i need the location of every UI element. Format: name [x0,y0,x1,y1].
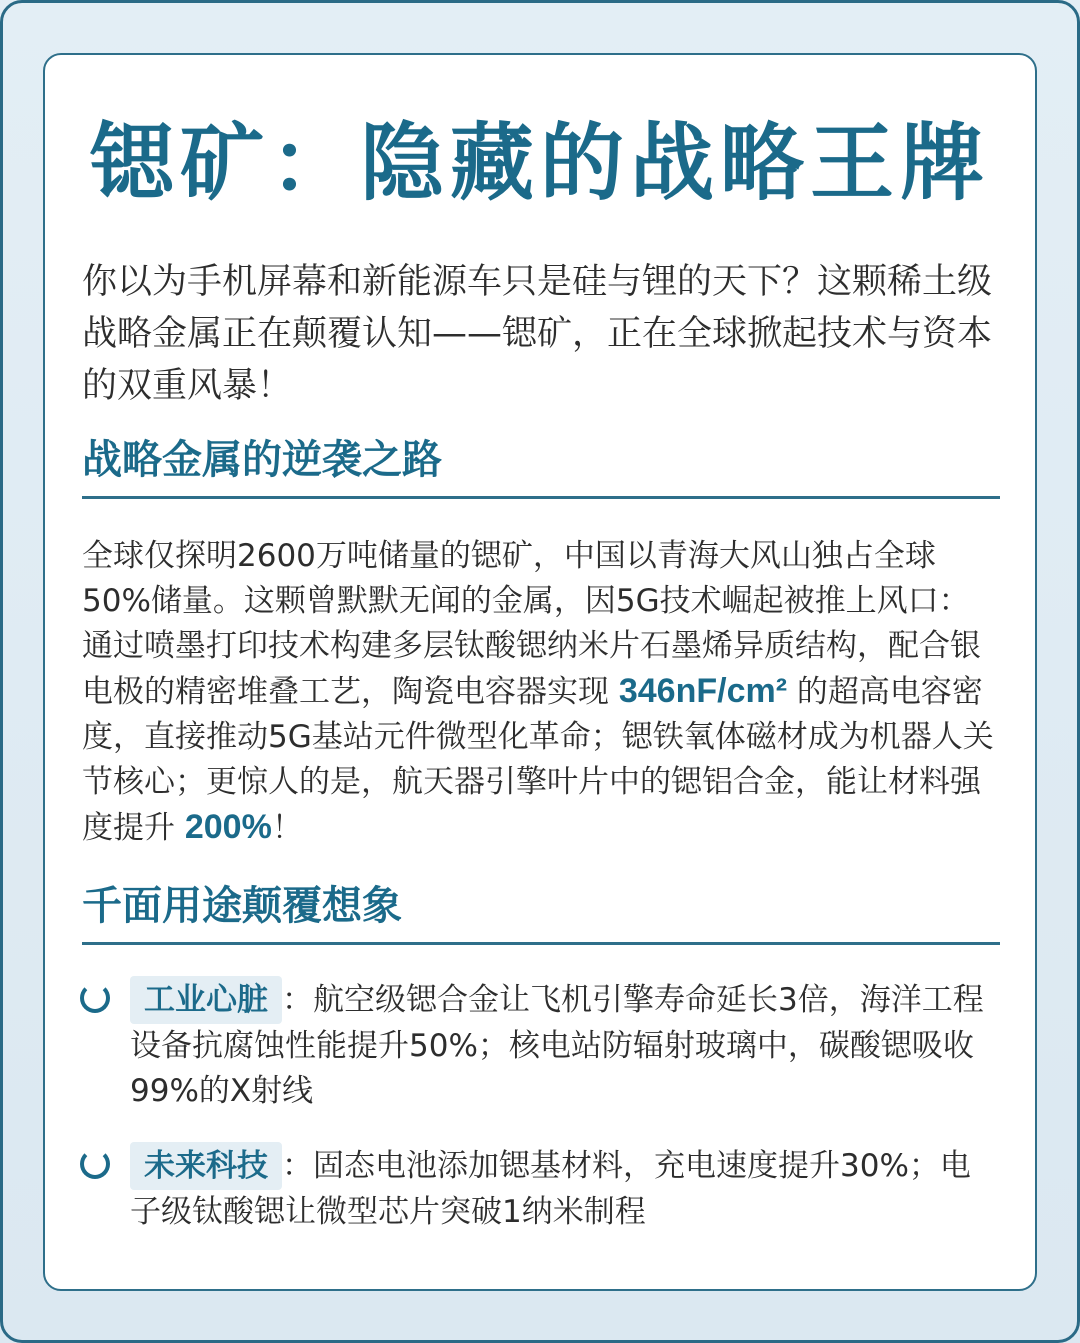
page-title: 锶矿：隐藏的战略王牌 [89,114,990,212]
strategy-text-b: 的超高电容密度，直接推动5G基站元件微型化革命；锶铁氧体磁材成为机器人关节核心；更惊人的是，航天器引擎叶片中的锶铝合金，能让材料强度提升 [82,674,994,846]
circle-bullet-icon [80,1149,110,1179]
list-item-text: ：固态电池添加锶基材料，充电速度提升30%；电子级钛酸锶让微型芯片突破1纳米制程 [130,1148,971,1230]
intro-paragraph: 你以为手机屏幕和新能源车只是硅与锂的天下？这颗稀土级战略金属正在颠覆认知——锶矿，正在全球掀起技术与资本的双重风暴！ [82,262,993,406]
list-item-future-tech [80,1142,998,1235]
capacitance-highlight: 346nF/cm² [618,672,788,710]
list-item-text: ：航空级锶合金让飞机引擎寿命延长3倍，海洋工程设备抗腐蚀性能提升50%；核电站防辐射玻璃中，碳酸锶吸收99%的X射线 [130,982,984,1109]
strength-highlight: 200% [184,808,272,846]
section-heading-uses: 千面用途颠覆想象 [82,880,1000,945]
circle-bullet-icon [80,983,110,1013]
tag-label: 工业心脏 [130,976,282,1024]
list-item-industry [80,976,998,1114]
strategy-text-c: ！ [271,810,303,846]
tag-label: 未来科技 [130,1142,282,1190]
strategy-paragraph [82,534,998,851]
section-heading-strategy: 战略金属的逆袭之路 [82,434,1000,499]
list-item-body [130,1142,998,1235]
strategy-text-a: 全球仅探明2600万吨储量的锶矿，中国以青海大风山独占全球50%储量。这颗曾默默无闻的金属，因5G技术崛起被推上风口：通过喷墨打印技术构建多层钛酸锶纳米片石墨烯异质结构，配合银电极的精密堆叠工艺，陶瓷电容器实现 [82,538,981,710]
list-item-body [130,976,998,1114]
